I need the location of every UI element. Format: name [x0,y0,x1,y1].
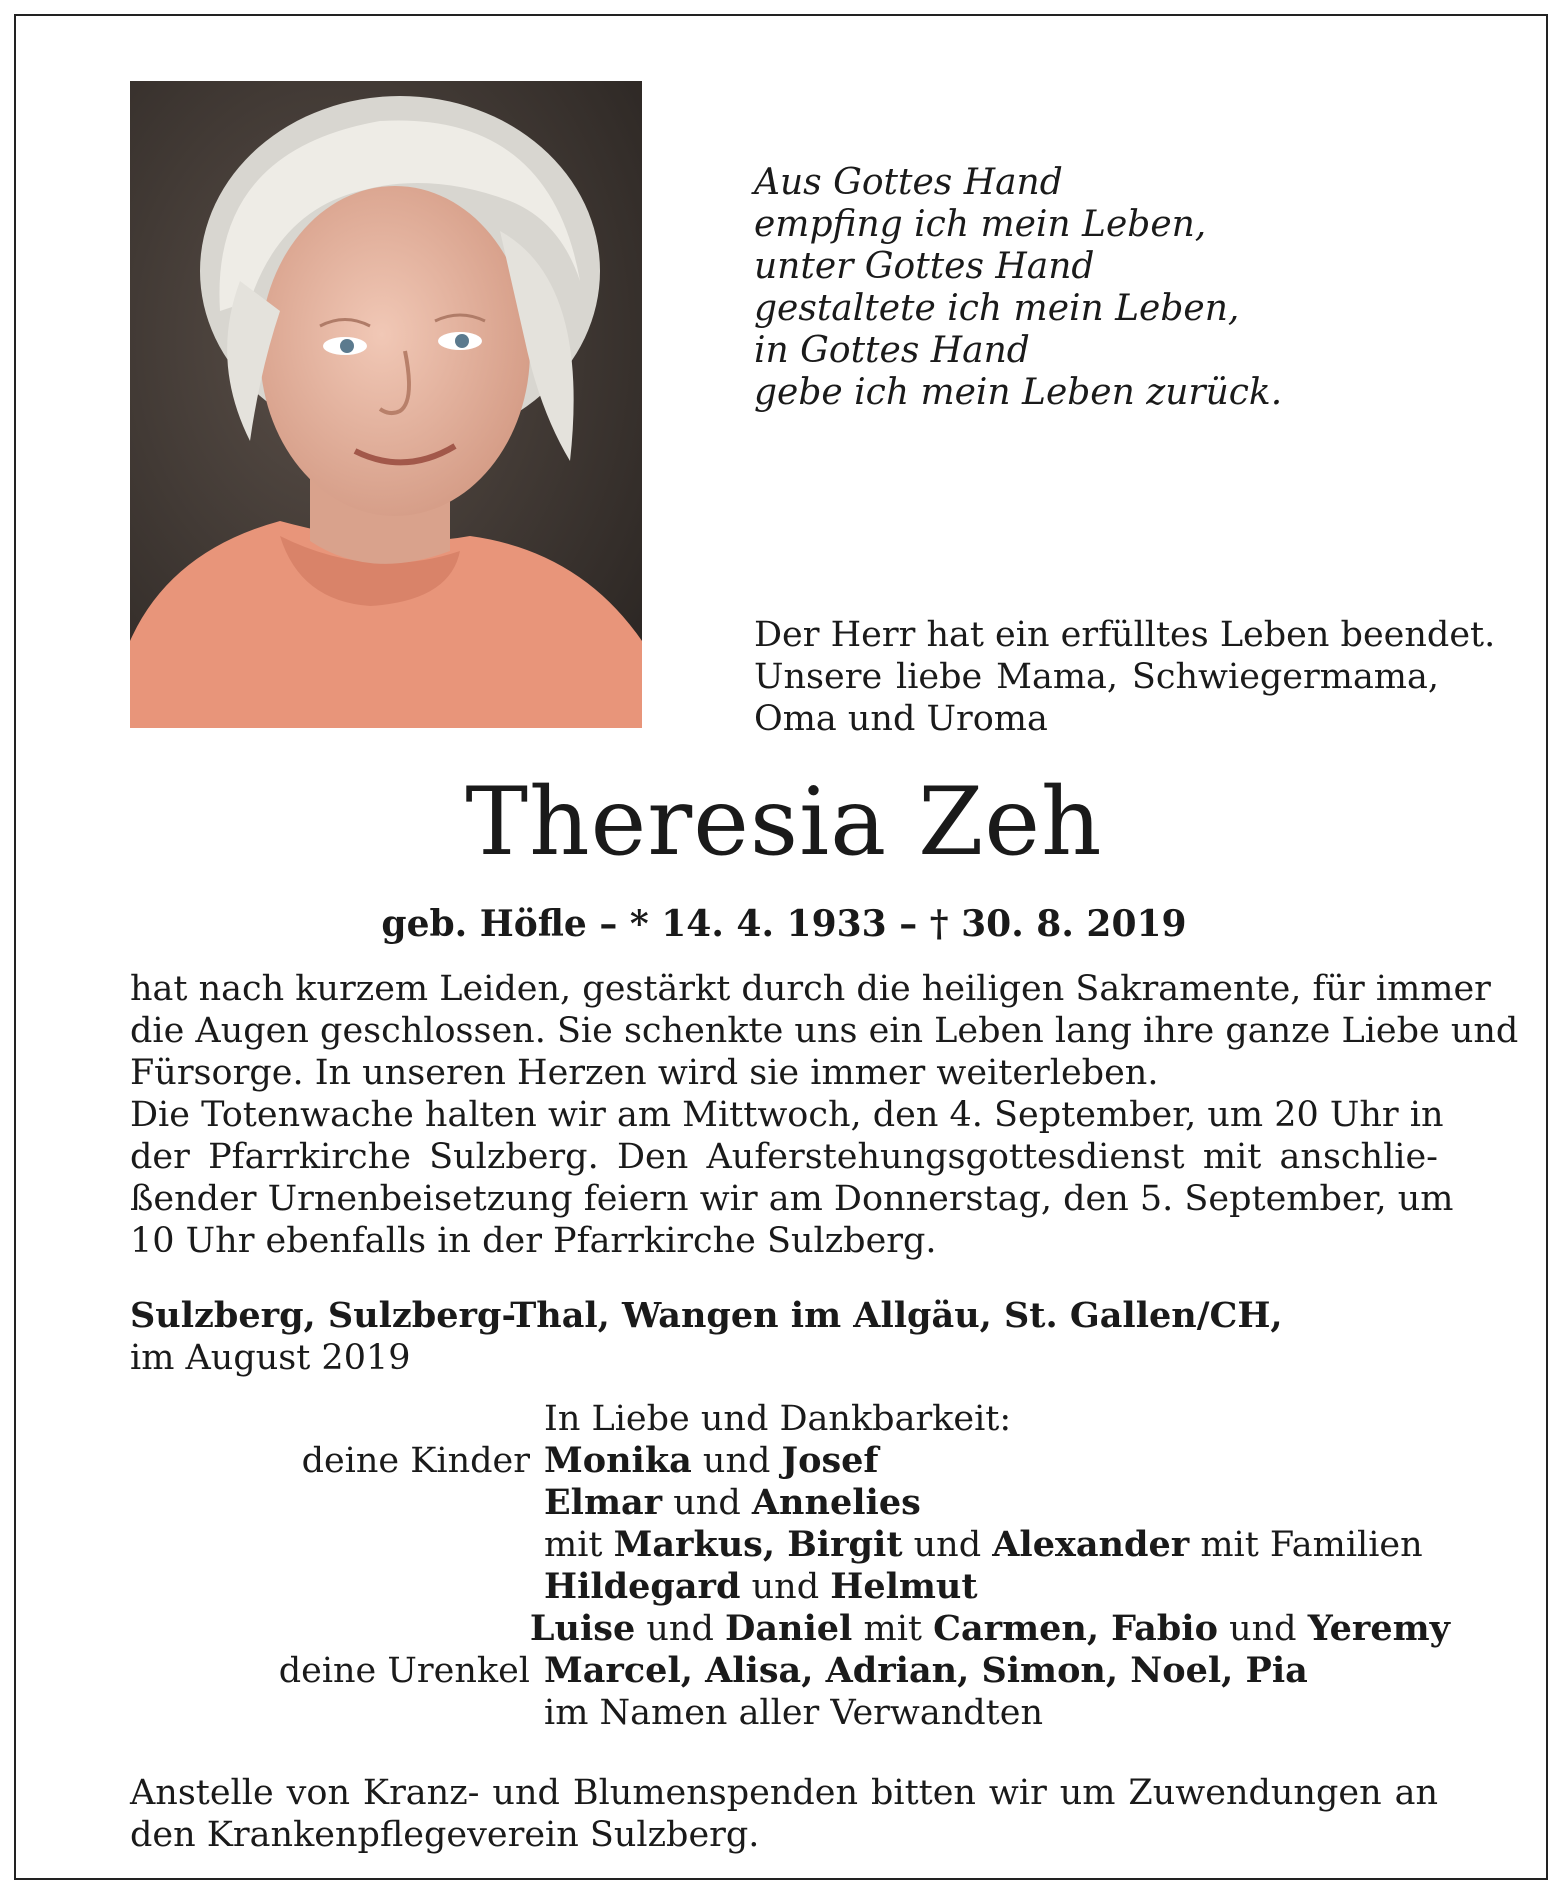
family-row [130,1566,1450,1608]
poem-line: Aus Gottes Hand [754,162,1063,203]
poem-line: gebe ich mein Leben zurück. [754,372,1283,413]
row-label-empty [130,1482,544,1524]
family-name: Helmut [830,1566,978,1607]
body-line: Die Totenwache halten wir am Mittwoch, den 4. September, um 20 Uhr in [130,1095,1444,1135]
conjunction: und [913,1525,982,1565]
body-line: die Augen geschlossen. Sie schenkte uns ein Leben lang ihre ganze Liebe und [130,1011,1519,1051]
row-label-empty [130,1692,544,1734]
family-name: Alexander [992,1524,1190,1565]
family-row [130,1650,1450,1692]
family-names [544,1566,978,1608]
closing-line: Anstelle von Kranz- und Blumenspenden bitten wir um Zuwendungen an [130,1773,1438,1813]
family-row [130,1524,1450,1566]
conjunction: und [646,1609,714,1649]
conjunction: mit [544,1525,603,1565]
conjunction: mit [863,1609,922,1649]
place-names: Sulzberg, Sulzberg-Thal, Wangen im Allgäu, St. Gallen/CH, [130,1295,1283,1336]
intro-line: Unsere liebe Mama, Schwiegermama, [754,657,1439,697]
portrait-photo [130,81,642,728]
poem-line: in Gottes Hand [754,330,1030,371]
body-line: 10 Uhr ebenfalls in der Pfarrkirche Sulzberg. [130,1221,937,1261]
family-name: Daniel [725,1608,853,1649]
body-text [130,968,1519,1262]
family-name: Markus, Birgit [613,1524,903,1565]
body-line: hat nach kurzem Leiden, gestärkt durch die heiligen Sakramente, für immer [130,969,1491,1009]
intro-line: Der Herr hat ein erfülltes Leben beendet. [754,615,1496,655]
family-row [130,1440,1450,1482]
closing-text [130,1772,1438,1856]
intro-text [754,614,1496,740]
poem-line: unter Gottes Hand [754,246,1095,287]
family-heading: In Liebe und Dankbarkeit: [544,1399,1012,1439]
family-name: Carmen, Fabio [933,1608,1218,1649]
conjunction: und [751,1567,820,1607]
family-name: Marcel, Alisa, Adrian, Simon, Noel, Pia [544,1650,1308,1691]
place-and-date [130,1295,1283,1379]
poem [754,162,1282,414]
family-name: Yeremy [1307,1608,1450,1649]
family-names [544,1524,1423,1566]
deceased-name: Theresia Zeh [465,768,1103,877]
family-name: Josef [781,1440,879,1481]
family-names [544,1440,878,1482]
conjunction: und [702,1441,771,1481]
body-line: Fürsorge. In unseren Herzen wird sie immer weiterleben. [130,1053,1159,1093]
row-label-empty [130,1524,544,1566]
kinder-label: deine Kinder [301,1441,530,1481]
conjunction: und [673,1483,741,1523]
urenkel-label: deine Urenkel [278,1651,530,1691]
family-names [544,1650,1308,1692]
family-names [544,1482,921,1524]
poem-line: empfing ich mein Leben, [754,204,1207,245]
family-names [530,1608,1450,1650]
poem-line: gestaltete ich mein Leben, [754,288,1240,329]
family-row [130,1398,1450,1440]
row-label-empty [130,1398,544,1440]
family-name: Elmar [544,1482,663,1523]
intro-line: Oma und Uroma [754,699,1048,739]
family-name: Hildegard [544,1566,741,1607]
family-suffix: mit Familien [1200,1525,1423,1565]
body-line: der Pfarrkirche Sulzberg. Den Auferstehungsgottesdienst mit anschlie- [130,1137,1438,1177]
conjunction: und [1229,1609,1297,1649]
family-row [130,1482,1450,1524]
row-label-empty [130,1608,530,1650]
place-date: im August 2019 [130,1338,411,1378]
row-label-empty [130,1566,544,1608]
family-list [130,1398,1450,1734]
family-row [130,1608,1450,1650]
relatives-note: im Namen aller Verwandten [544,1693,1043,1733]
body-line: ßender Urnenbeisetzung feiern wir am Donnerstag, den 5. September, um [130,1179,1454,1219]
family-row [130,1692,1450,1734]
family-name: Annelies [751,1482,921,1523]
family-name: Luise [529,1608,636,1649]
family-name: Monika [544,1440,692,1481]
birth-death-dates: geb. Höfle – * 14. 4. 1933 – † 30. 8. 2019 [381,903,1187,945]
closing-line: den Krankenpflegeverein Sulzberg. [130,1815,760,1855]
